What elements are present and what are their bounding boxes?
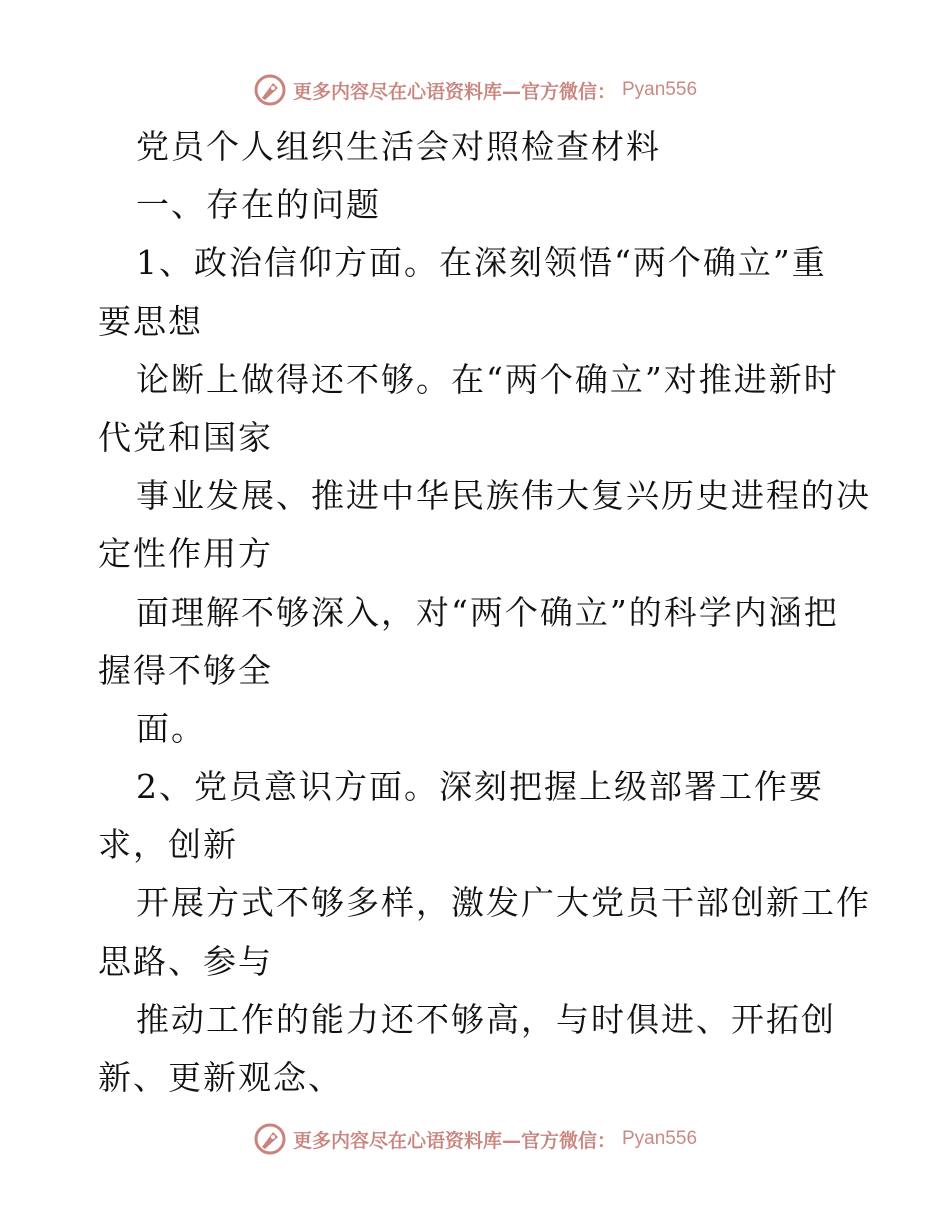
paragraph-line: 代党和国家 <box>98 417 273 457</box>
paragraph-line: 事业发展、推进中华民族伟大复兴历史进程的决 <box>136 476 871 516</box>
watermark-wechat-id: Pyan556 <box>622 79 698 100</box>
paragraph-line: 要思想 <box>98 301 203 341</box>
paragraph-line: 论断上做得还不够。在“两个确立”对推进新时 <box>136 359 839 399</box>
paragraph-line: 开展方式不够多样，激发广大党员干部创新工作 <box>136 883 871 923</box>
footer-watermark <box>0 1119 950 1159</box>
watermark-wechat-id: Pyan556 <box>622 1128 698 1149</box>
paragraph-line: 握得不够全 <box>98 650 273 690</box>
watermark-text: 更多内容尽在心语资料库—官方微信： <box>292 1129 616 1152</box>
paragraph-line: 新、更新观念、 <box>98 1058 343 1097</box>
watermark-text: 更多内容尽在心语资料库—官方微信： <box>292 80 616 103</box>
document-title: 党员个人组织生活会对照检查材料 <box>136 127 661 166</box>
paragraph-line: 推动工作的能力还不够高，与时俱进、开拓创 <box>136 999 836 1039</box>
paragraph-line: 面理解不够深入，对“两个确立”的科学内涵把 <box>136 592 839 632</box>
paragraph-line: 思路、参与 <box>98 941 273 981</box>
pen-nib-logo-icon <box>253 73 287 107</box>
pen-nib-logo-icon <box>253 1122 287 1156</box>
section-heading: 一、存在的问题 <box>136 185 381 225</box>
paragraph-line: 2、党员意识方面。深刻把握上级部署工作要 <box>136 767 824 807</box>
paragraph-line: 定性作用方 <box>98 534 273 574</box>
header-watermark <box>0 70 950 110</box>
paragraph-line: 面。 <box>136 708 206 748</box>
paragraph-line: 1、政治信仰方面。在深刻领悟“两个确立”重 <box>136 243 827 283</box>
document-body <box>98 118 871 1107</box>
paragraph-line: 求，创新 <box>98 825 238 865</box>
